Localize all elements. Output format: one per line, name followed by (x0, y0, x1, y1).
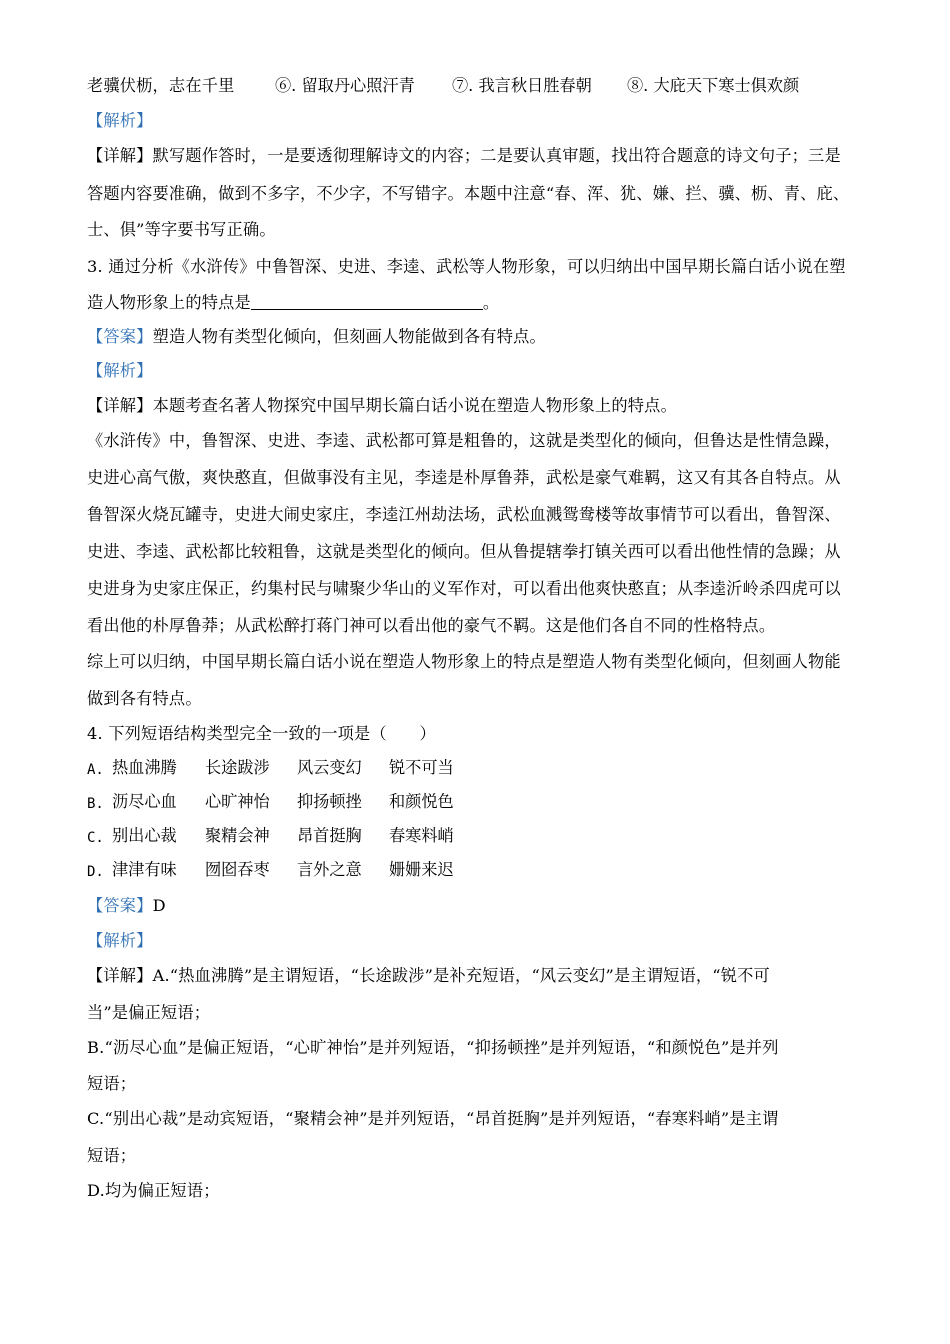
option-label: B. (87, 796, 104, 812)
detail-tag: 【详解】 (87, 966, 153, 985)
analysis-tag: 【解析】 (87, 111, 153, 130)
answer-item-7: ⑦. 我言秋日胜春朝 (452, 76, 592, 95)
detail-tag: 【详解】 (87, 146, 153, 165)
answer-blank (251, 293, 483, 310)
option-item: 抑扬顿挫 (297, 792, 362, 811)
answer-line (87, 327, 877, 347)
option-item: 春寒料峭 (389, 826, 454, 845)
detail-paragraph (87, 966, 877, 986)
option-item: 言外之意 (297, 860, 362, 879)
option-item: 锐不可当 (389, 758, 454, 777)
detail-text: 默写题作答时，一是要透彻理解诗文的内容；二是要认真审题，找出符合题意的诗文句子；三是 (152, 146, 841, 165)
detail-text: 史进心高气傲，爽快憨直，但做事没有主见，李逵是朴厚鲁莽，武松是豪气难羁，这又有其各自特点。从 (87, 468, 841, 487)
answer-text: 塑造人物有类型化倾向，但刻画人物能做到各有特点。 (152, 327, 546, 346)
detail-text: 答题内容要准确，做到不多字，不少字，不写错字。本题中注意“春、浑、犹、嫌、拦、骥、枥、青、庇、 (87, 184, 850, 203)
option-item: 心旷神怡 (205, 792, 270, 811)
answer-text: D (152, 896, 166, 915)
detail-text: 本题考查名著人物探究中国早期长篇白话小说在塑造人物形象上的特点。 (152, 396, 677, 415)
detail-text: 当”是偏正短语； (87, 1003, 211, 1022)
detail-paragraph (87, 146, 877, 166)
option-item: 长途跋涉 (205, 758, 270, 777)
detail-text: B.“沥尽心血”是偏正短语，“心旷神怡”是并列短语，“抑扬顿挫”是并列短语，“和颜悦色”是并列 (87, 1038, 779, 1057)
question-text: 3. 通过分析《水浒传》中鲁智深、史进、李逵、武松等人物形象，可以归纳出中国早期长篇白话小说在塑 (87, 257, 846, 276)
detail-text: 史进身为史家庄保正，约集村民与啸聚少华山的义军作对，可以看出他爽快憨直；从李逵沂岭杀四虎可以 (87, 579, 841, 598)
analysis-tag: 【解析】 (87, 361, 153, 380)
analysis-tag: 【解析】 (87, 931, 153, 950)
option-label: A. (87, 762, 104, 778)
answer-line (87, 896, 877, 916)
detail-paragraph (87, 396, 877, 416)
detail-text: D.均为偏正短语； (87, 1181, 220, 1200)
answer-tag: 【答案】 (87, 896, 153, 915)
answer-item-6: ⑥. 留取丹心照汗青 (275, 76, 415, 95)
detail-text: 士、俱”等字要书写正确。 (87, 220, 276, 239)
detail-text: C.“别出心裁”是动宾短语，“聚精会神”是并列短语，“昂首挺胸”是并列短语，“春寒料峭”是主谓 (87, 1109, 779, 1128)
detail-text: 史进、李逵、武松都比较粗鲁，这就是类型化的倾向。但从鲁提辖拳打镇关西可以看出他性情的急躁；从 (87, 542, 841, 561)
detail-text: 综上可以归纳，中国早期长篇白话小说在塑造人物形象上的特点是塑造人物有类型化倾向，但刻画人物能 (87, 652, 841, 671)
option-item: 昂首挺胸 (297, 826, 362, 845)
question-text (87, 293, 877, 313)
detail-text: 鲁智深火烧瓦罐寺，史进大闹史家庄，李逵江州劫法场，武松血溅鸳鸯楼等故事情节可以看出，鲁智深、 (87, 505, 841, 524)
option-item: 姗姗来迟 (389, 860, 454, 879)
detail-text: 短语； (87, 1074, 137, 1093)
answer-item-8: ⑧. 大庇天下寒士俱欢颜 (627, 76, 800, 95)
option-item: 囫囵吞枣 (205, 860, 270, 879)
detail-text: 做到各有特点。 (87, 689, 202, 708)
option-item: 沥尽心血 (112, 792, 177, 811)
option-item: 津津有味 (112, 860, 177, 879)
option-item: 聚精会神 (205, 826, 270, 845)
question-text: 造人物形象上的特点是 (87, 293, 251, 312)
answer-item-5: 老骥伏枥，志在千里 (87, 76, 235, 95)
detail-text: A.“热血沸腾”是主谓短语，“长途跋涉”是补充短语，“风云变幻”是主谓短语，“锐不可 (152, 966, 770, 985)
detail-text: 看出他的朴厚鲁莽；从武松醉打蒋门神可以看出他的豪气不羁。这是他们各自不同的性格特点。 (87, 616, 776, 635)
option-label: D. (87, 864, 104, 880)
option-item: 风云变幻 (297, 758, 362, 777)
detail-text: 短语； (87, 1146, 137, 1165)
option-item: 别出心裁 (112, 826, 177, 845)
option-label: C. (87, 830, 104, 846)
detail-text: 《水浒传》中，鲁智深、史进、李逵、武松都可算是粗鲁的，这就是类型化的倾向，但鲁达是性情急躁， (87, 431, 841, 450)
question-end: 。 (482, 293, 500, 312)
detail-tag: 【详解】 (87, 396, 153, 415)
option-item: 热血沸腾 (112, 758, 177, 777)
option-item: 和颜悦色 (389, 792, 454, 811)
question-text: 4. 下列短语结构类型完全一致的一项是（ ） (87, 724, 436, 743)
answer-tag: 【答案】 (87, 327, 153, 346)
